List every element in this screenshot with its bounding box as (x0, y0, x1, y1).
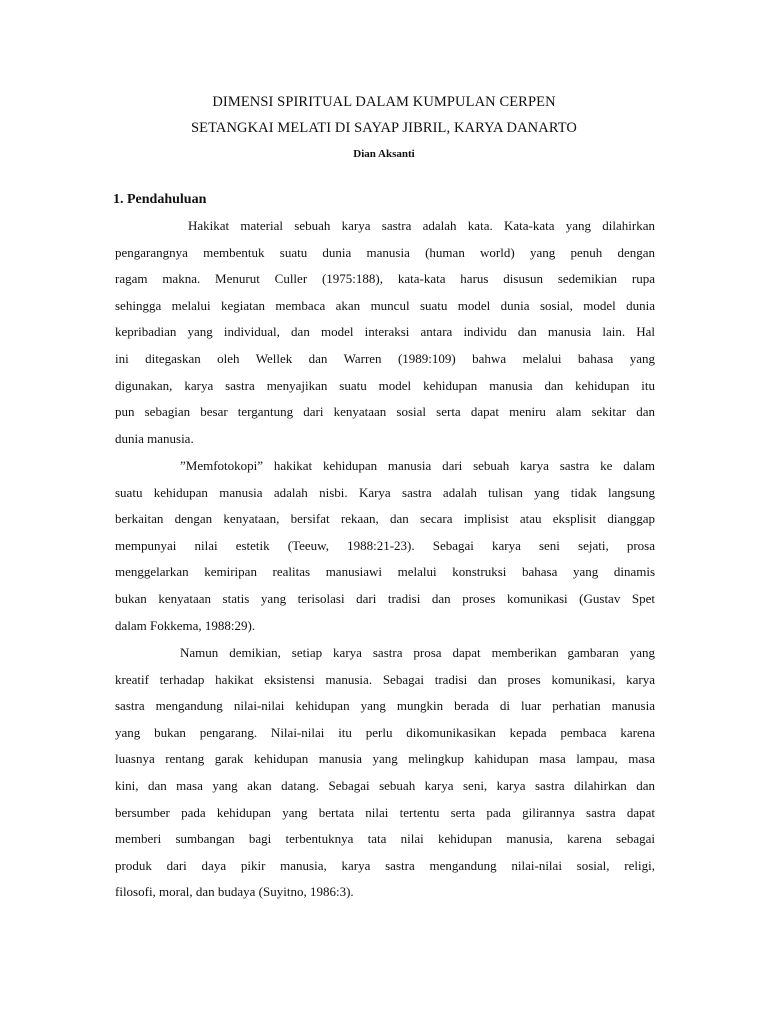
paragraph-line: pun sebagian besar tergantung dari kenyataan sosial serta dapat meniru alam sekitar dan (115, 404, 655, 420)
paragraph-line: berkaitan dengan kenyataan, bersifat rekaan, dan secara implisist atau eksplisit dianggap (115, 511, 655, 527)
paragraph-1 (115, 213, 655, 452)
paragraph-line: pengarangnya membentuk suatu dunia manusia (human world) yang penuh dengan (115, 244, 655, 260)
paragraph-line: kreatif terhadap hakikat eksistensi manusia. Sebagai tradisi dan proses komunikasi, karya (115, 671, 655, 687)
paragraph-line: sastra mengandung nilai-nilai kehidupan yang mungkin berada di luar perhatian manusia (115, 698, 655, 714)
paragraph-line: ”Memfotokopi” hakikat kehidupan manusia dari sebuah karya sastra ke dalam (180, 458, 655, 473)
author-name: Dian Aksanti (353, 148, 415, 160)
paragraph-line: bersumber pada kehidupan yang bertata nilai tertentu serta pada gilirannya sastra dapat (115, 804, 655, 820)
paragraph-line: luasnya rentang garak kehidupan manusia yang melingkup kahidupan masa lampau, masa (115, 751, 655, 767)
paragraph-line: dalam Fokkema, 1988:29). (115, 617, 256, 633)
document-title-line-2: SETANGKAI MELATI DI SAYAP JIBRIL, KARYA DANARTO (190, 120, 577, 136)
paragraph-line: filosofi, moral, dan budaya (Suyitno, 1986:3). (115, 884, 354, 900)
paragraph-line: kini, dan masa yang akan datang. Sebagai sebuah karya seni, karya sastra dilahirkan dan (115, 777, 655, 793)
paragraph-3 (115, 640, 655, 906)
paragraph-line: dunia manusia. (115, 430, 194, 446)
paragraph-line: yang bukan pengarang. Nilai-nilai itu perlu dikomunikasikan kepada pembaca karena (115, 724, 655, 740)
document-title-line-1: DIMENSI SPIRITUAL DALAM KUMPULAN CERPEN (212, 94, 556, 110)
paragraph-line: produk dari daya pikir manusia, karya sastra mengandung nilai-nilai sosial, religi, (115, 857, 655, 873)
paragraph-line: bukan kenyataan statis yang terisolasi dari tradisi dan proses komunikasi (Gustav Spet (115, 590, 655, 606)
paragraph-line: kepribadian yang individual, dan model interaksi antara individu dan manusia lain. Hal (115, 324, 655, 340)
paragraph-line: Namun demikian, setiap karya sastra prosa dapat memberikan gambaran yang (180, 645, 655, 660)
paragraph-line: digunakan, karya sastra menyajikan suatu model kehidupan manusia dan kehidupan itu (115, 377, 655, 393)
paragraph-line: sehingga melalui kegiatan membaca akan muncul suatu model dunia sosial, model dunia (115, 297, 655, 313)
section-heading: 1. Pendahuluan (113, 192, 207, 207)
paragraph-line: ragam makna. Menurut Culler (1975:188), kata-kata harus disusun sedemikian rupa (115, 271, 655, 287)
paragraph-line: mempunyai nilai estetik (Teeuw, 1988:21-23). Sebagai karya seni sejati, prosa (115, 537, 655, 553)
paragraph-line: memberi sumbangan bagi terbentuknya tata nilai kehidupan manusia, karena sebagai (115, 831, 655, 847)
paragraph-line: ini ditegaskan oleh Wellek dan Warren (1989:109) bahwa melalui bahasa yang (115, 350, 655, 366)
paragraph-line: menggelarkan kemiripan realitas manusiawi melalui konstruksi bahasa yang dinamis (115, 564, 655, 580)
paragraph-line: Hakikat material sebuah karya sastra adalah kata. Kata-kata yang dilahirkan (188, 218, 655, 233)
paragraph-line: suatu kehidupan manusia adalah nisbi. Karya sastra adalah tulisan yang tidak langsung (115, 484, 655, 500)
paragraph-2 (115, 453, 655, 639)
